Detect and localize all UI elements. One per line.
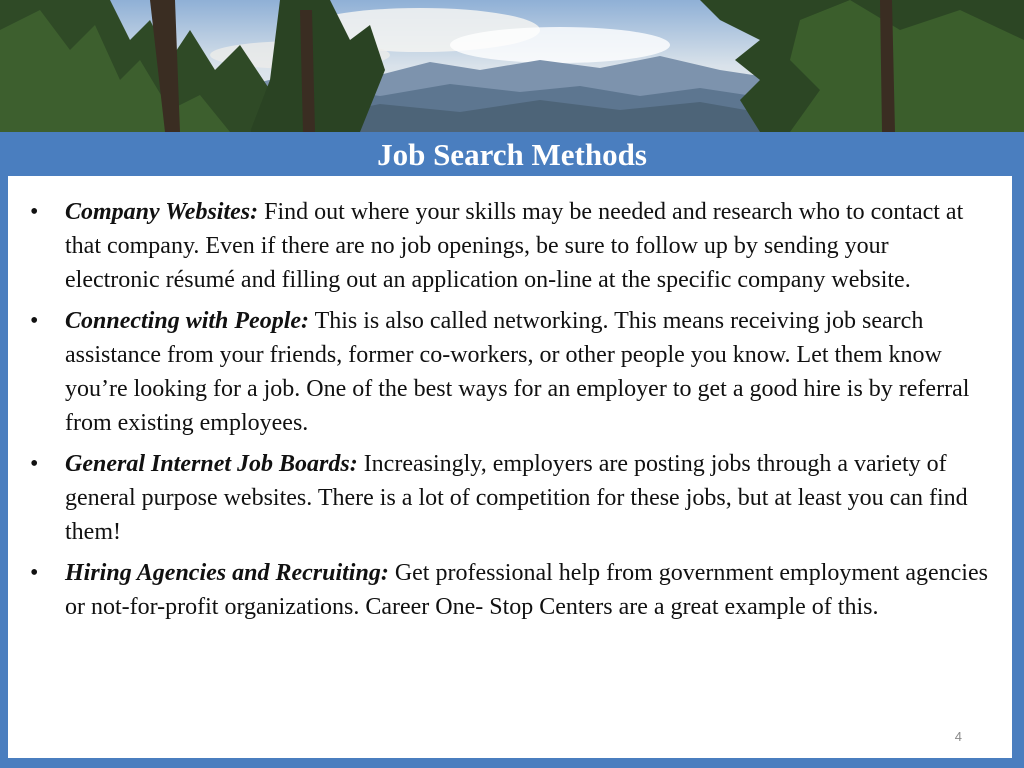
bullet-term: Connecting with People: [65,308,310,334]
bullet-dot: • [30,560,39,586]
bullet-term: General Internet Job Boards: [65,451,358,477]
bullet-dot: • [30,308,39,334]
page-number: 4 [954,729,962,744]
slide-title: Job Search Methods [377,137,647,172]
bullet-item [30,195,988,297]
title-bar [0,132,1024,176]
bullet-text: Find out where your skills may be needed and research who to contact at that company. Even if there are no job openings, be sure to follow up by sending your electronic résumé and filling out an application on-line at the specific company website. [65,199,964,293]
bullet-text: This is also called networking. This means receiving job search assistance from your friends, former co-workers, or other people you know. Let them know you’re looking for a job. One of the best ways for an employer to get a good hire is by referral from existing employees. [65,308,970,436]
bullet-dot: • [30,199,39,225]
bullet-text: Increasingly, employers are posting jobs through a variety of general purpose websites. There is a lot of competition for these jobs, but at least you can find them! [65,451,968,545]
bullet-item [30,304,988,440]
bullet-list [8,176,1012,624]
bullet-item [30,447,988,549]
content-panel [8,176,1012,758]
bullet-dot: • [30,451,39,477]
bullet-term: Company Websites: [65,199,259,225]
bullet-term: Hiring Agencies and Recruiting: [65,560,389,586]
bullet-item [30,556,988,624]
bullet-text: Get professional help from government employment agencies or not-for-profit organizations. Career One- Stop Centers are a great example of this. [65,560,988,620]
banner-image [0,0,1024,132]
